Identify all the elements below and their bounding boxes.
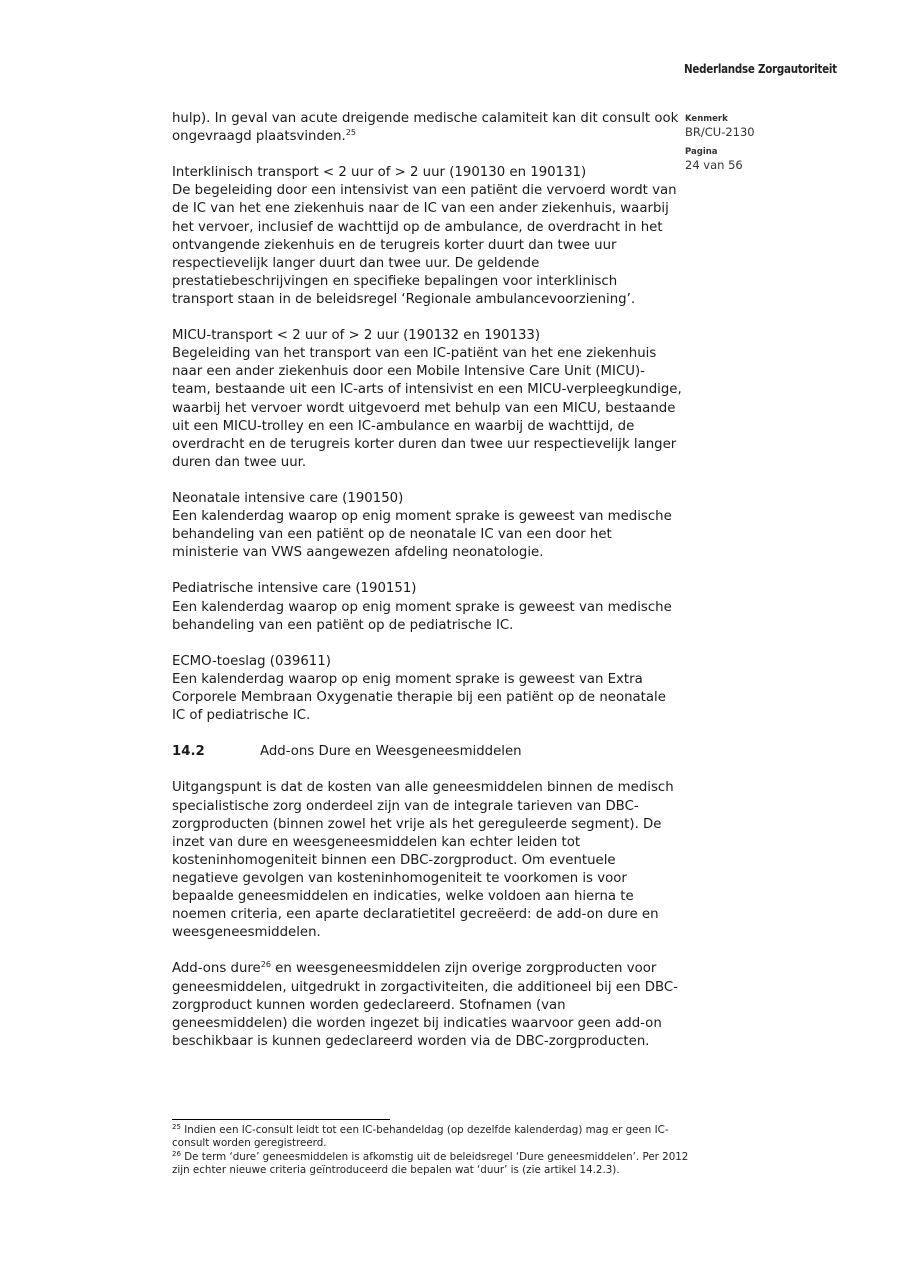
kenmerk-label: Kenmerk — [685, 114, 728, 124]
footnote-number: 26 — [172, 1149, 181, 1158]
paragraph-text-start: Add-ons dure — [172, 961, 261, 977]
section-heading-title: Add-ons Dure en Weesgeneesmiddelen — [260, 744, 522, 760]
section-text: Een kalenderdag waarop op enig moment sprake is geweest van Extra Corporele Membraan Oxygenatie therapie bij een patiënt op de neonatale IC of pediatrische IC. — [172, 671, 666, 724]
section-title: MICU-transport < 2 uur of > 2 uur (190132 en 190133) — [172, 328, 541, 344]
intro-paragraph — [172, 110, 682, 146]
paragraph-text-rest: en weesgeneesmiddelen zijn overige zorgproducten voor geneesmiddelen, uitgedrukt in zorgactiviteiten, die additioneel bij een DBC-zorgproduct kunnen worden gedeclareerd. Stofnamen (van geneesmiddelen) die worden ingezet bij indicaties waarvoor geen add-on beschikbaar is kunnen gedeclareerd worden via de DBC-zorgproducten. — [172, 961, 678, 1049]
organization-name: Nederlandse Zorgautoriteit — [684, 62, 837, 76]
footnote-ref-25[interactable]: 25 — [345, 128, 356, 138]
footnote-25 — [172, 1124, 692, 1151]
section-title: Interklinisch transport < 2 uur of > 2 uur (190130 en 190131) — [172, 165, 587, 181]
section-title: Pediatrische intensive care (190151) — [172, 581, 417, 597]
footnote-divider — [172, 1119, 390, 1120]
section-interklinisch-transport — [172, 164, 682, 309]
section-title: Neonatale intensive care (190150) — [172, 490, 404, 506]
section-micu-transport — [172, 327, 682, 472]
pagina-label: Pagina — [685, 147, 718, 157]
section-text: De begeleiding door een intensivist van een patiënt die vervoerd wordt van de IC van het ene ziekenhuis naar de IC van een ander ziekenhuis, waarbij het vervoer, inclusief de wachttijd op de ambulance, de overdracht in het ontvangende ziekenhuis en de terugreis korter duurt dan twee uur respectievelijk langer duurt dan twee uur. De geldende prestatiebeschrijvingen en specifieke bepalingen voor interklinisch transport staan in de beleidsregel ‘Regionale ambulancevoorziening’. — [172, 183, 677, 307]
section-pediatrische-ic — [172, 580, 682, 634]
section-text: Een kalenderdag waarop op enig moment sprake is geweest van medische behandeling van een patiënt op de pediatrische IC. — [172, 599, 672, 633]
document-body — [172, 110, 682, 1069]
page-number: 24 van 56 — [685, 158, 743, 172]
section-text: Begeleiding van het transport van een IC-patiënt van het ene ziekenhuis naar een ander ziekenhuis door een Mobile Intensive Care Unit (MICU)-team, bestaande uit een IC-arts of intensivist en een MICU-verpleegkundige, waarbij het vervoer wordt uitgevoerd met behulp van een MICU, bestaande uit een MICU-trolley en een IC-ambulance en waarbij de wachttijd, de overdracht en de terugreis korter duren dan twee uur respectievelijk langer duren dan twee uur. — [172, 346, 682, 470]
section-ecmo-toeslag — [172, 653, 682, 725]
footnotes — [172, 1124, 692, 1177]
intro-text: hulp). In geval van acute dreigende medische calamiteit kan dit consult ook ongevraagd plaatsvinden. — [172, 111, 679, 145]
footnote-text: De term ‘dure’ geneesmiddelen is afkomstig uit de beleidsregel ‘Dure geneesmiddelen’. Per 2012 zijn echter nieuwe criteria geïntroduceerd die bepalen wat ‘duur’ is (zie artikel 14.2.3). — [172, 1150, 689, 1176]
footnote-number: 25 — [172, 1123, 181, 1131]
footnote-ref-26[interactable]: 26 — [260, 960, 271, 970]
section-heading-14-2 — [172, 743, 682, 761]
section-title: ECMO-toeslag (039611) — [172, 653, 331, 669]
document-meta — [685, 114, 755, 180]
footnote-26 — [172, 1151, 692, 1178]
paragraph-uitgangspunt: Uitgangspunt is dat de kosten van alle geneesmiddelen binnen de medisch specialistische zorg onderdeel zijn van de integrale tarieven van DBC-zorgproducten (binnen zowel het vrije als het gereguleerde segment). De inzet van dure en weesgeneesmiddelen kan echter leiden tot kosteninhomogeniteit binnen een DBC-zorgproduct. Om eventuele negatieve gevolgen van kosteninhomogeniteit te voorkomen is voor bepaalde geneesmiddelen en indicaties, welke voldoen aan hierna te noemen criteria, een aparte declaratietitel gecreëerd: de add-on dure en weesgeneesmiddelen. — [172, 780, 674, 941]
section-text: Een kalenderdag waarop op enig moment sprake is geweest van medische behandeling van een patiënt op de neonatale IC van een door het ministerie van VWS aangewezen afdeling neonatologie. — [172, 509, 672, 561]
section-number: 14.2 — [172, 744, 205, 760]
kenmerk-value: BR/CU-2130 — [685, 125, 755, 139]
section-neonatale-ic — [172, 490, 682, 562]
paragraph-add-ons — [172, 960, 682, 1050]
footnote-text: Indien een IC-consult leidt tot een IC-behandeldag (op dezelfde kalenderdag) mag er geen IC-consult worden geregistreerd. — [172, 1124, 669, 1150]
